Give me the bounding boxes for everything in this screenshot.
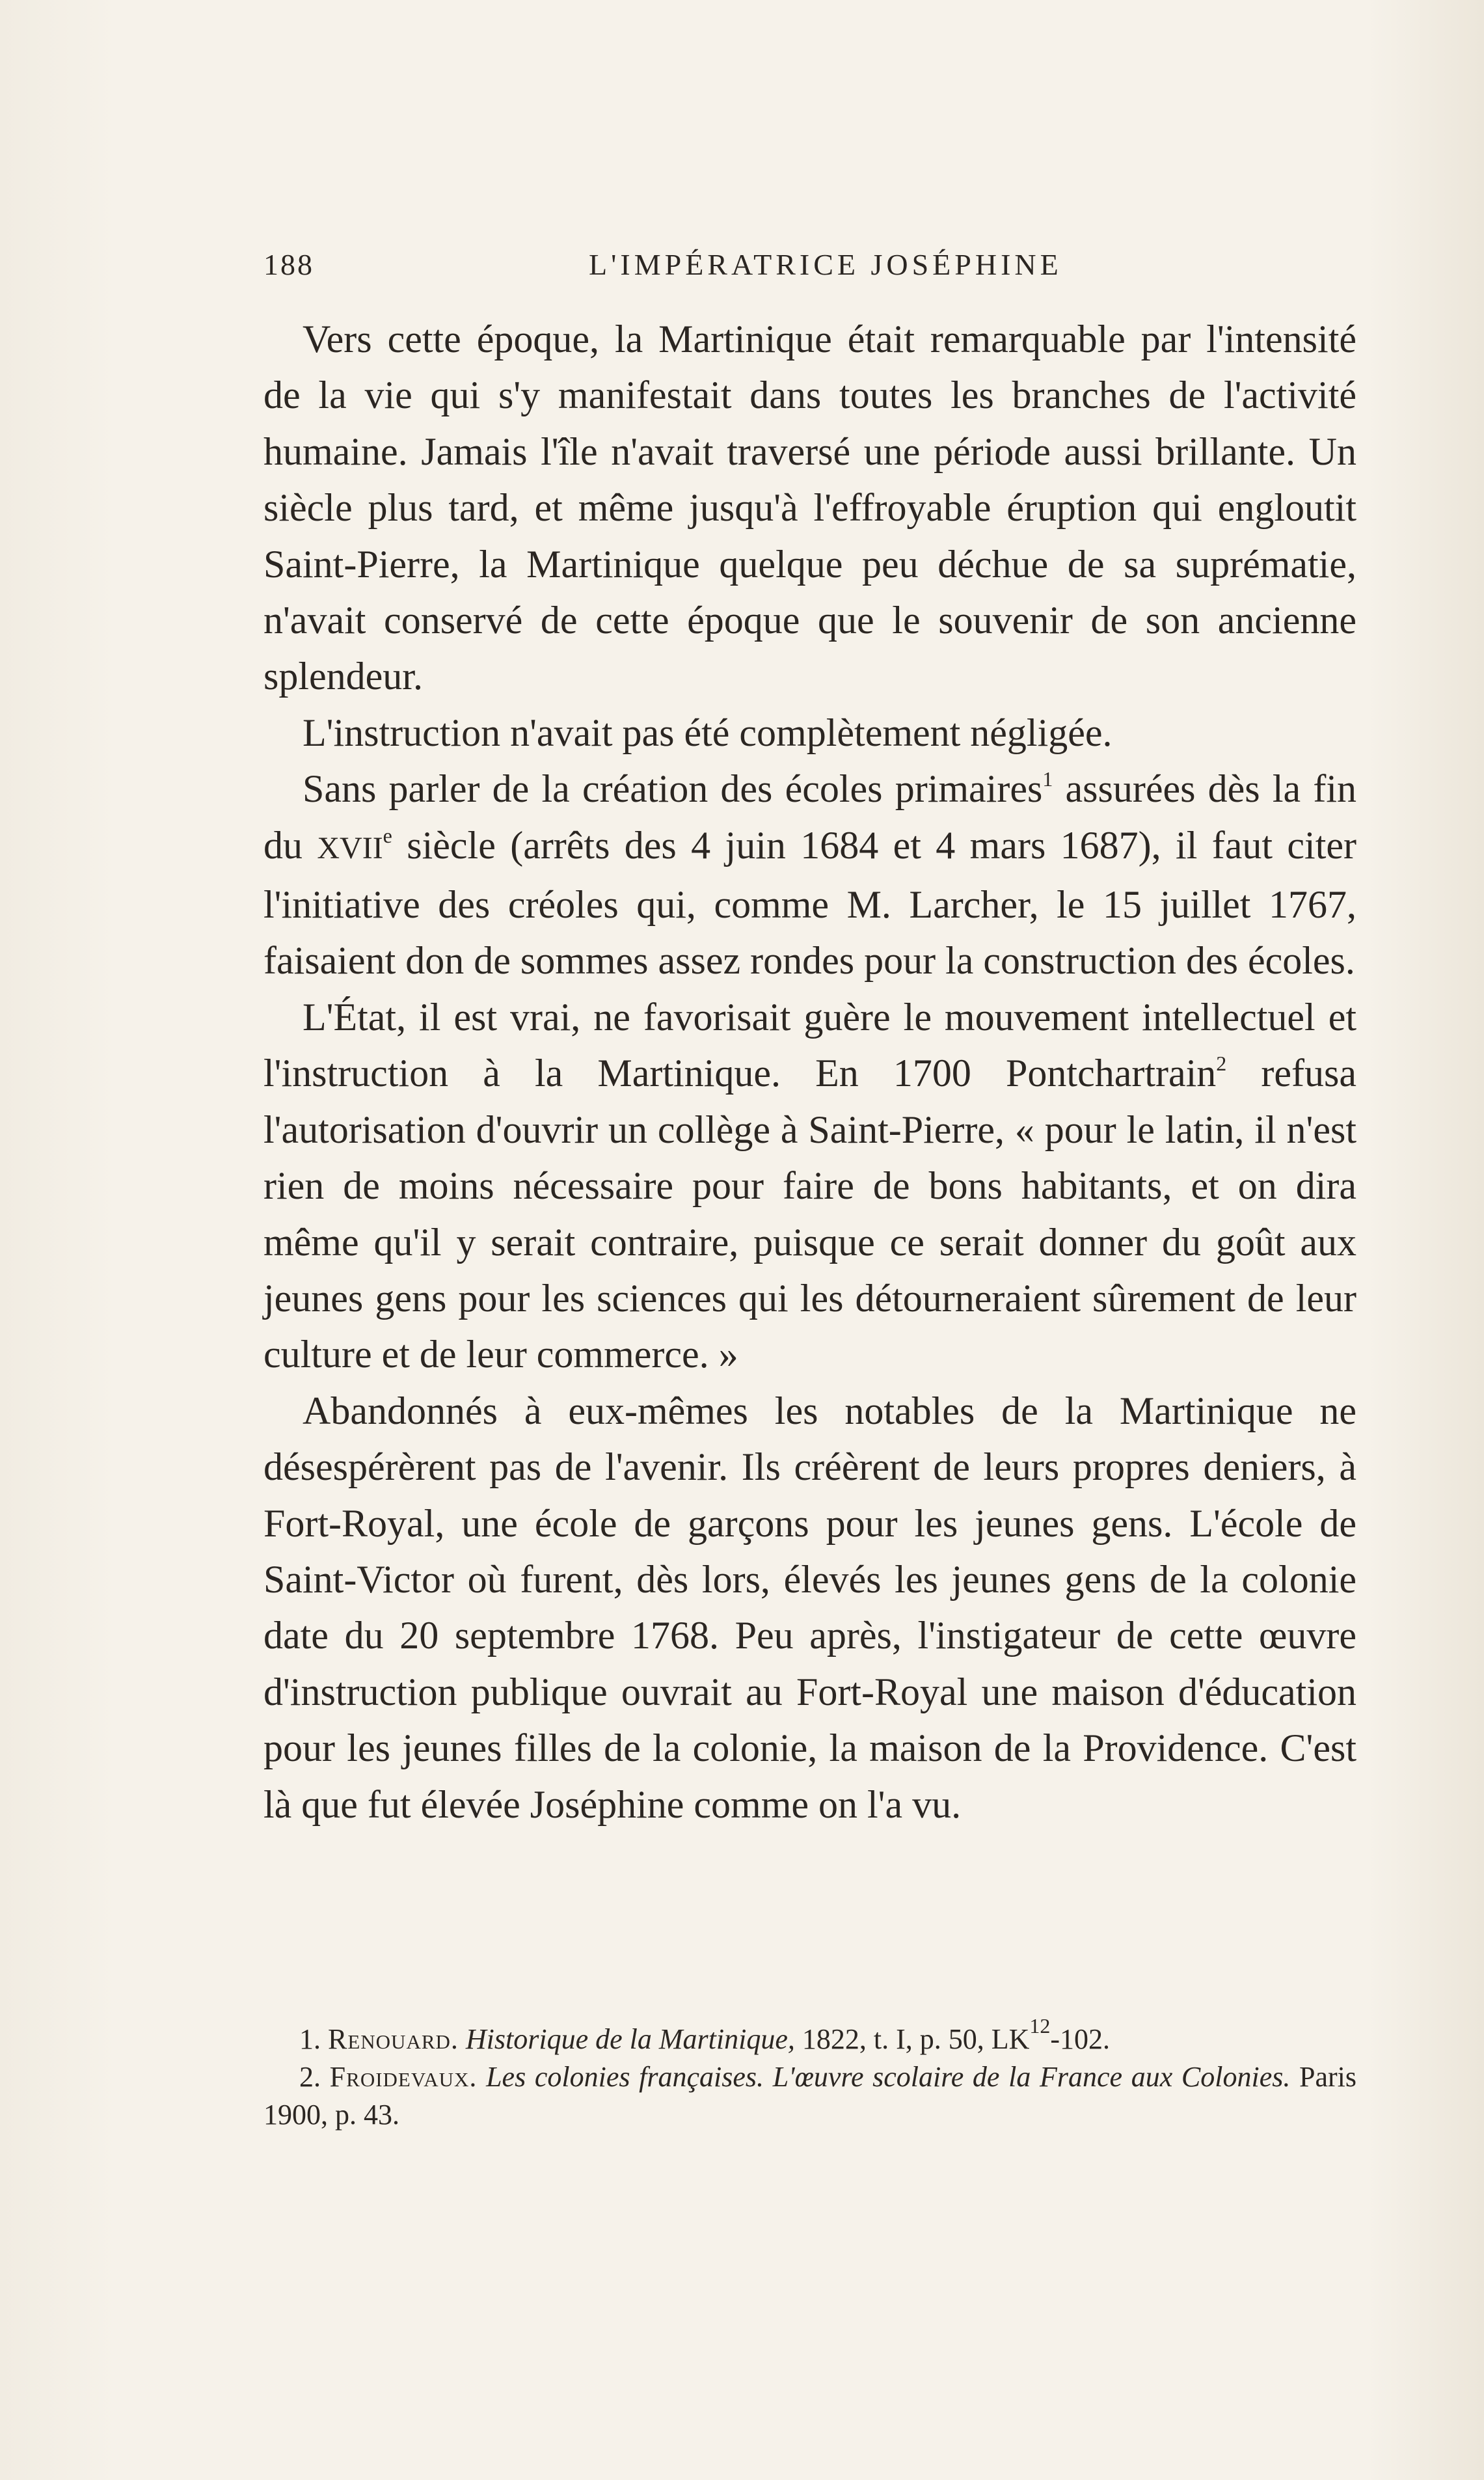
century-numeral: XVII	[317, 830, 383, 865]
body-text	[263, 311, 1356, 1833]
footnote-number: 1.	[299, 2023, 321, 2055]
footnote-detail: 1822, t. I, p. 50, LK	[794, 2023, 1030, 2055]
paragraph-4	[263, 989, 1356, 1383]
footnote-2	[263, 2058, 1356, 2134]
footnote-title: Les colonies françaises. L'œuvre scolaire de la France aux Colonies.	[486, 2061, 1291, 2093]
footnote-detail-end: -102.	[1050, 2023, 1111, 2055]
paragraph-5	[263, 1383, 1356, 1833]
paragraph-3	[263, 761, 1356, 989]
footnote-reference: 2	[1216, 1052, 1227, 1076]
footnotes	[263, 2014, 1357, 2134]
footnote-superscript: 12	[1029, 2014, 1051, 2037]
paragraph-text: refusa l'autorisation d'ouvrir un collège à Saint-Pierre, « pour le latin, il n'est rien de moins nécessaire pour faire de bons habitants, et on dira même qu'il y serait contraire, puisque ce serait donner du goût aux jeunes gens pour les sciences qui les détourneraient sûrement de leur culture et de leur commerce. »	[263, 1052, 1356, 1376]
paragraph-text: L'instruction n'avait pas été complètement négligée.	[303, 711, 1113, 754]
paragraph-text: siècle (arrêts des 4 juin 1684 et 4 mars 1687), il faut citer l'initiative des créoles qui, comme M. Larcher, le 15 juillet 1767, faisaient don de sommes assez rondes pour la construction des écoles.	[263, 823, 1356, 983]
paragraph-text: Vers cette époque, la Martinique était remarquable par l'intensité de la vie qui s'y manifestait dans toutes les branches de l'activité humaine. Jamais l'île n'avait traversé une période aussi brillante. Un siècle plus tard, et même jusqu'à l'effroyable éruption qui engloutit Saint-Pierre, la Martinique quelque peu déchue de sa suprématie, n'avait conservé de cette époque que le souvenir de son ancienne splendeur.	[263, 318, 1356, 698]
footnote-title: Historique de la Martinique,	[465, 2023, 795, 2055]
paragraph-text: L'État, il est vrai, ne favorisait guère le mouvement intellectuel et l'instruction à la Martinique. En 1700 Pontchartrain	[263, 995, 1356, 1095]
running-title: L'IMPÉRATRICE JOSÉPHINE	[589, 248, 1062, 281]
footnote-detail: Paris 1900, p. 43.	[263, 2061, 1357, 2131]
paragraph-2	[263, 705, 1356, 761]
footnote-reference: 1	[1042, 767, 1053, 791]
footnote-author: Renouard.	[328, 2023, 459, 2055]
paragraph-text: Abandonnés à eux-mêmes les notables de la Martinique ne désespérèrent pas de l'avenir. Ils créèrent de leurs propres deniers, à Fort-Royal, une école de garçons pour les jeunes gens. L'école de Saint-Victor où furent, dès lors, élevés les jeunes gens de la colonie date du 20 septembre 1768. Peu après, l'instigateur de cette œuvre d'instruction publique ouvrait au Fort-Royal une maison d'éducation pour les jeunes filles de la colonie, la maison de la Providence. C'est là que fut élevée Joséphine comme on l'a vu.	[263, 1389, 1356, 1826]
footnote-reference: e	[383, 823, 392, 847]
footnote-author: Froidevaux.	[329, 2061, 478, 2093]
footnote-number: 2.	[299, 2061, 321, 2093]
page-number: 188	[263, 248, 314, 281]
paragraph-text: assurées dès la fin du	[263, 767, 1356, 867]
paragraph-text: Sans parler de la création des écoles primaires	[303, 767, 1043, 811]
paragraph-1	[263, 311, 1356, 705]
page-header	[263, 247, 1252, 293]
footnote-1	[263, 2014, 1356, 2058]
